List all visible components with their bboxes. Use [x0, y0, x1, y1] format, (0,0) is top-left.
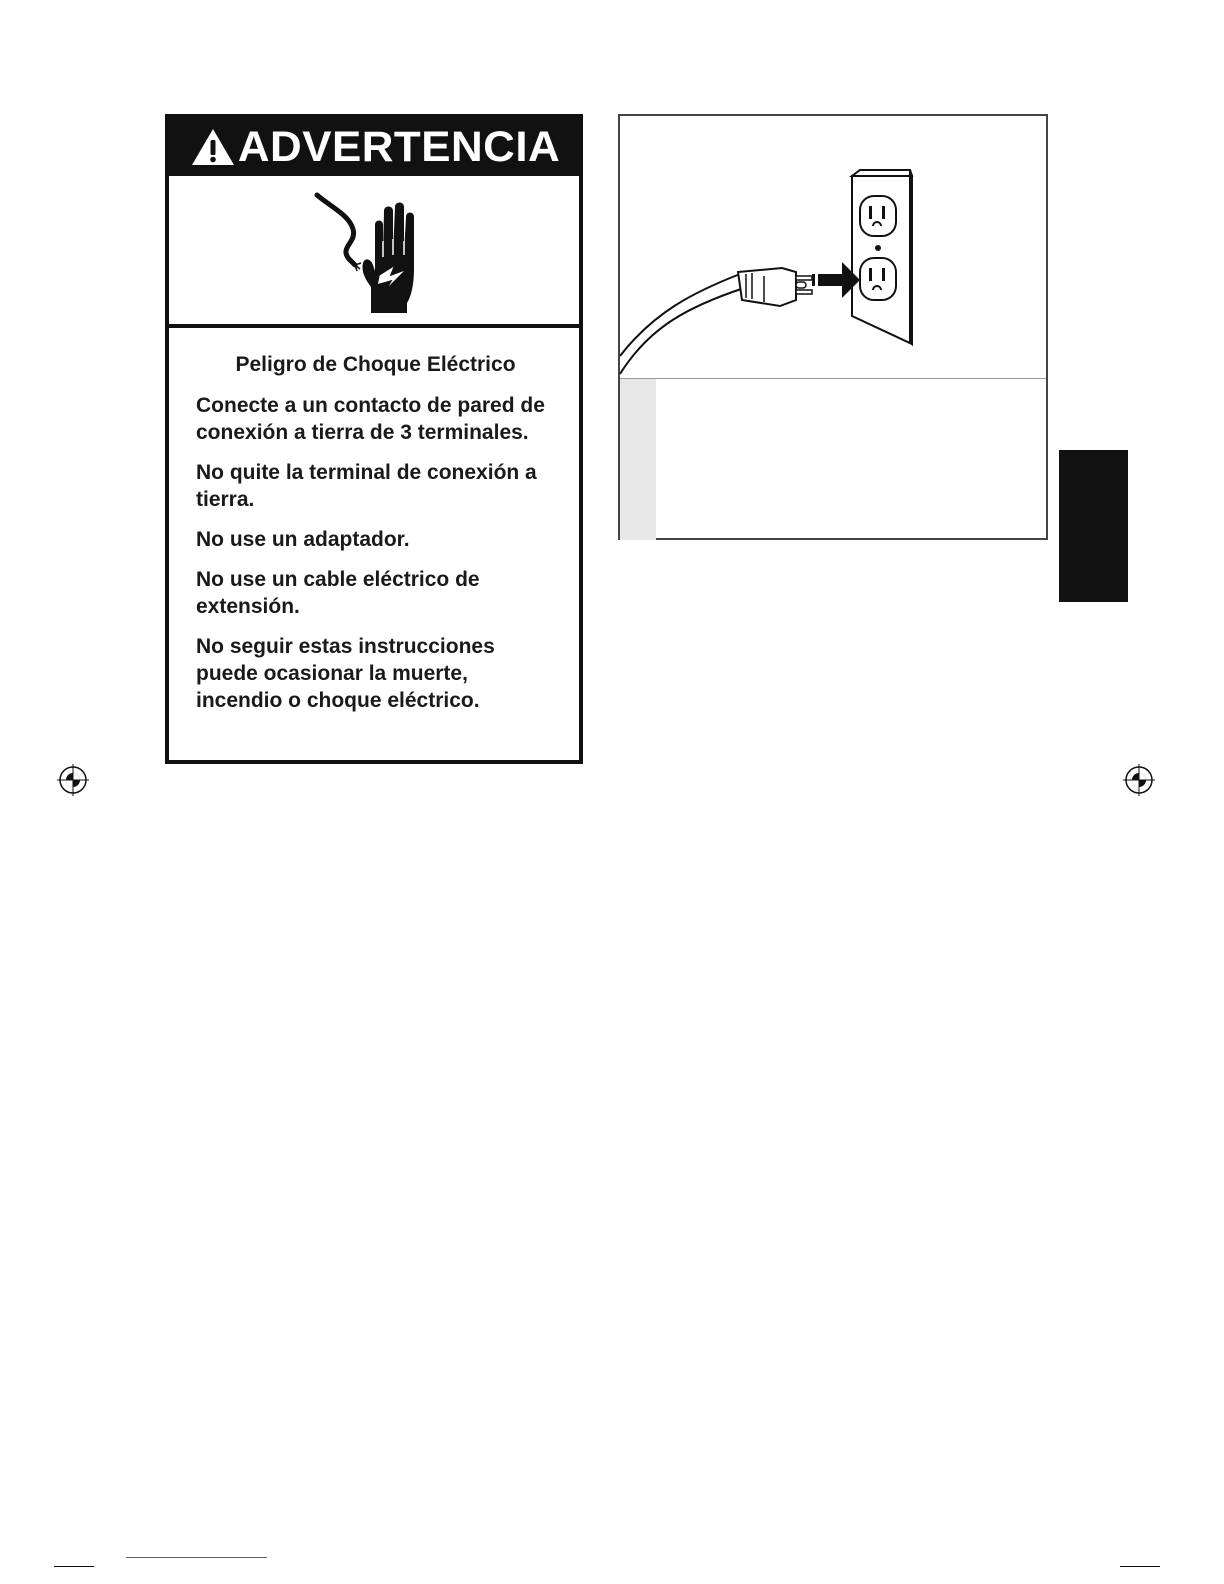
caption-stripe: [620, 379, 656, 540]
trim-mark: [54, 1566, 94, 1567]
warning-line: No seguir estas instrucciones puede ocasionar la muerte, incendio o choque eléctrico.: [196, 635, 495, 712]
warning-triangle-icon: [191, 127, 235, 167]
warning-line: Conecte a un contacto de pared de conexión a tierra de 3 terminales.: [196, 394, 545, 444]
electric-shock-hand-icon: [309, 185, 439, 315]
footer-rule: [126, 1557, 267, 1558]
grounding-illustration-panel: [618, 114, 1048, 540]
hazard-pictogram-panel: [169, 176, 579, 328]
warning-label: [165, 114, 583, 764]
plug-outlet-illustration: [620, 116, 1046, 378]
warning-line: No use un cable eléctrico de extensión.: [196, 568, 480, 618]
warning-title: ADVERTENCIA: [237, 122, 561, 171]
trim-mark: [1120, 1566, 1160, 1567]
warning-body: [169, 328, 579, 714]
warning-line: No use un adaptador.: [196, 528, 410, 551]
plug-outlet-figure: [620, 116, 1046, 379]
warning-line: No quite la terminal de conexión a tierra.: [196, 461, 537, 511]
caption-area: [620, 379, 1046, 540]
warning-header: [169, 118, 579, 176]
registration-mark-icon: [1123, 764, 1155, 796]
registration-mark-icon: [57, 764, 89, 796]
hazard-title: Peligro de Choque Eléctrico: [235, 353, 516, 376]
section-side-tab: [1059, 450, 1128, 602]
